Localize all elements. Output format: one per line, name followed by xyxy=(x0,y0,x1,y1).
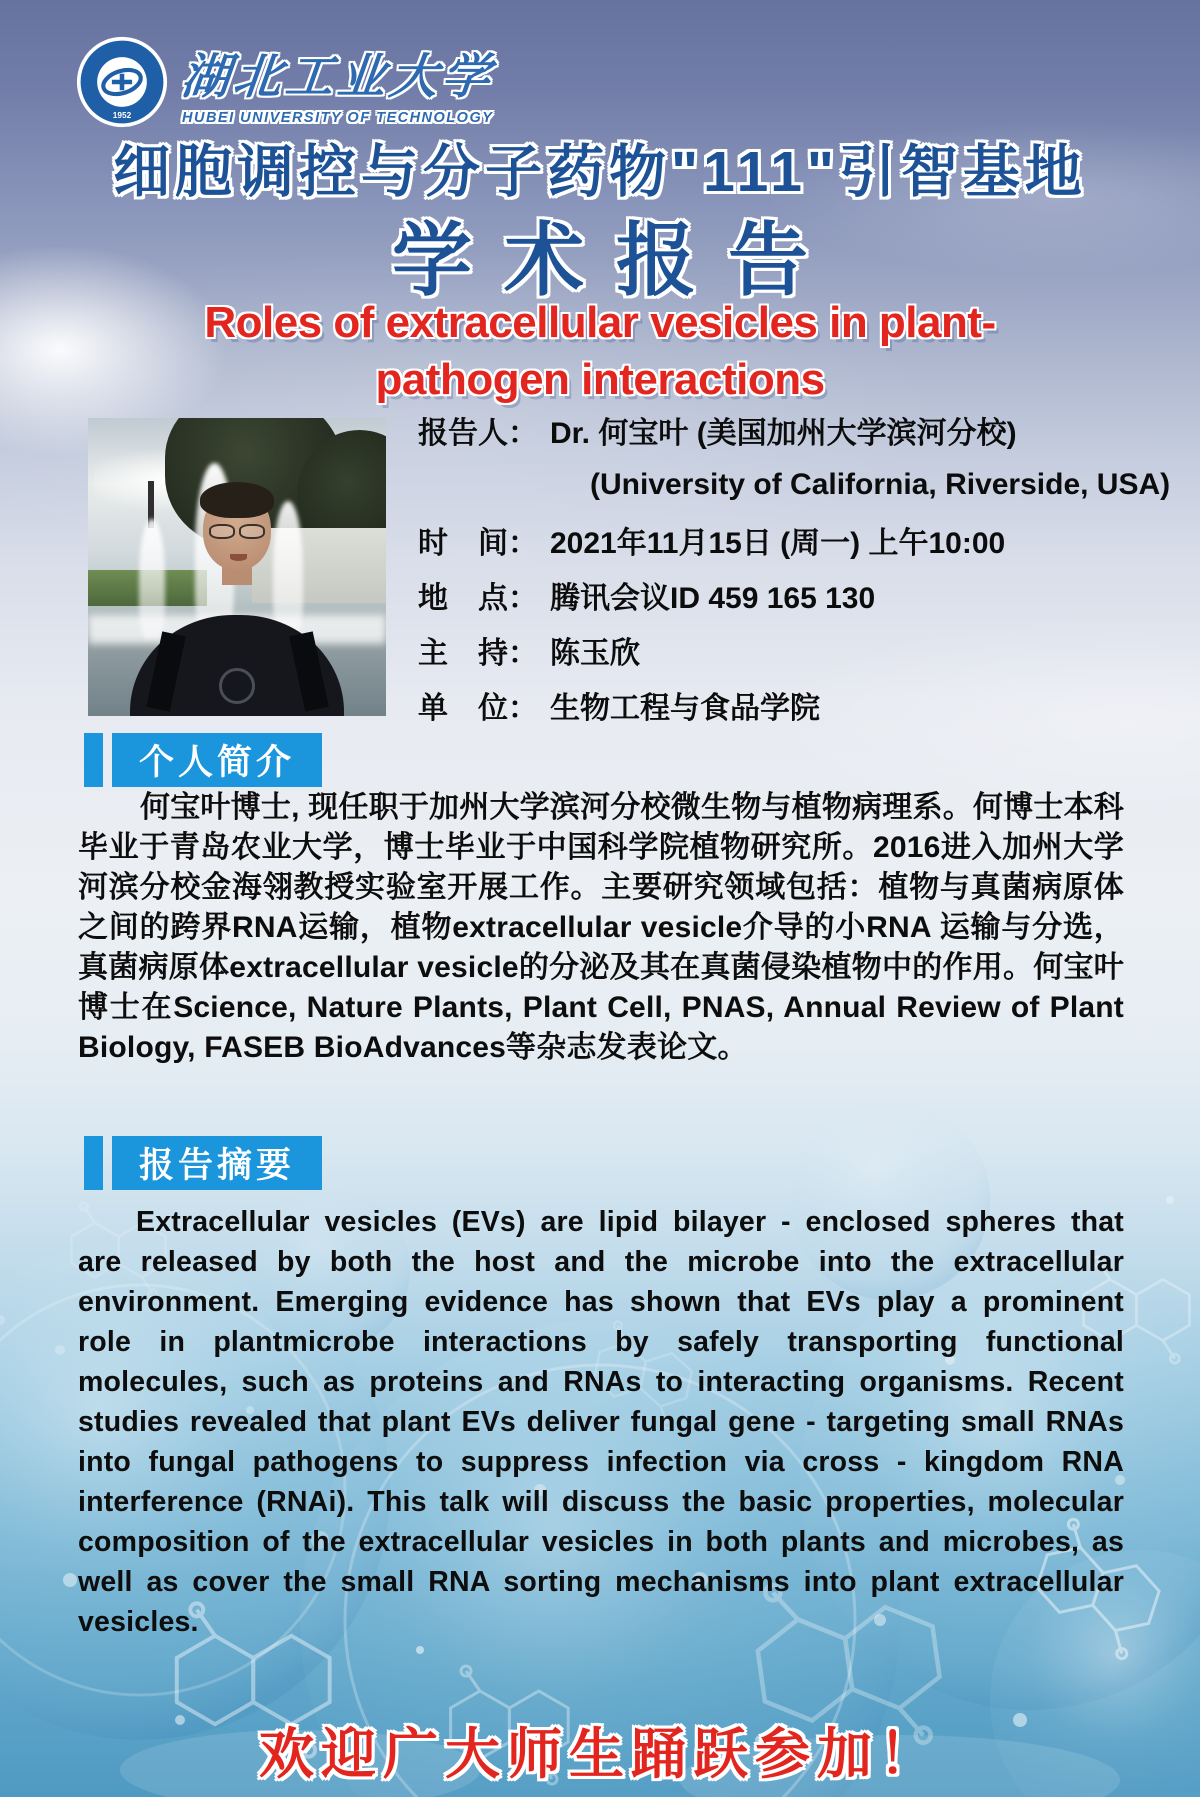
info-value: 腾讯会议ID 459 165 130 xyxy=(550,581,876,615)
section-heading-label: 报告摘要 xyxy=(112,1136,322,1190)
info-label: 主 持： xyxy=(418,636,538,670)
section-header-bio xyxy=(84,733,322,787)
section-heading-label: 个人简介 xyxy=(112,733,322,787)
section-header-abstract xyxy=(84,1136,322,1190)
info-value: 2021年11月15日 (周一) 上午10:00 xyxy=(550,526,1006,560)
info-row-speaker-affiliation xyxy=(418,457,1170,512)
photo-shirt-logo xyxy=(219,668,255,704)
info-row-time xyxy=(418,512,1170,567)
photo-person-hair xyxy=(200,482,275,518)
logo-year-text: 1952 xyxy=(112,110,132,120)
talk-info xyxy=(418,402,1170,732)
university-logo xyxy=(76,36,168,128)
talk-title-line1: Roles of extracellular vesicles in plant- xyxy=(204,298,996,347)
info-row-speaker xyxy=(418,402,1170,457)
bio-paragraph: 何宝叶博士, 现任职于加州大学滨河分校微生物与植物病理系。何博士本科毕业于青岛农业大学，博士毕业于中国科学院植物研究所。2016进入加州大学河滨分校金海翎教授实验室开展工作。主要研究领域包括：植物与真菌病原体之间的跨界RNA运输，植物extracellular vesicle介导的小RNA 运输与分选，真菌病原体extracellular vesicle的分泌及其在真菌侵染植物中的作用。何宝叶博士在Science, Nature Plants, Plant Cell, PNAS, Annual Review of Plant Biology, FASEB BioAdvances等杂志发表论文。 xyxy=(78,791,1124,1064)
abstract-paragraph: Extracellular vesicles (EVs) are lipid bilayer - enclosed spheres that are released by both the host and the microbe into the extracellular environment. Emerging evidence has shown that EVs play a prominent role in plantmicrobe interactions by safely transporting functional molecules, such as proteins and RNAs to interacting organisms. Recent studies revealed that plant EVs deliver fungal gene - targeting small RNAs into fungal pathogens to suppress infection via cross - kingdom RNA interference (RNAi). This talk will discuss the basic properties, molecular composition of the extracellular vesicles in both plants and microbes, as well as cover the small RNA sorting mechanisms into plant extracellular vesicles. xyxy=(78,1206,1124,1638)
info-row-location xyxy=(418,567,1170,622)
talk-title-line2: pathogen interactions xyxy=(375,355,825,404)
university-name-zh: 湖北工业大学 xyxy=(178,51,497,104)
program-base-title: 细胞调控与分子药物"111"引智基地 xyxy=(113,140,1087,204)
info-label: 地 点： xyxy=(418,581,538,615)
info-value: 陈玉欣 xyxy=(550,636,640,670)
info-value: 生物工程与食品学院 xyxy=(550,691,820,725)
university-name-en: HUBEI UNIVERSITY OF TECHNOLOGY xyxy=(182,110,494,126)
photo-person-smile xyxy=(230,554,248,561)
info-value: (University of California, Riverside, USA) xyxy=(590,467,1171,501)
speaker-photo xyxy=(88,418,386,716)
welcome-banner: 欢迎广大师生踊跃参加！ xyxy=(258,1723,941,1785)
info-value: Dr. 何宝叶 (美国加州大学滨河分校) xyxy=(550,416,1017,450)
report-type-title: 学术报告 xyxy=(392,216,840,305)
section-accent-bar xyxy=(84,1136,103,1190)
info-label: 时 间： xyxy=(418,526,538,560)
info-row-host xyxy=(418,622,1170,677)
university-brand xyxy=(76,36,497,128)
photo-person-glasses xyxy=(209,524,266,539)
info-label: 单 位： xyxy=(418,691,538,725)
info-row-unit xyxy=(418,677,1170,732)
talk-title xyxy=(0,294,1200,408)
section-accent-bar xyxy=(84,733,103,787)
info-label: 报告人： xyxy=(418,416,538,450)
